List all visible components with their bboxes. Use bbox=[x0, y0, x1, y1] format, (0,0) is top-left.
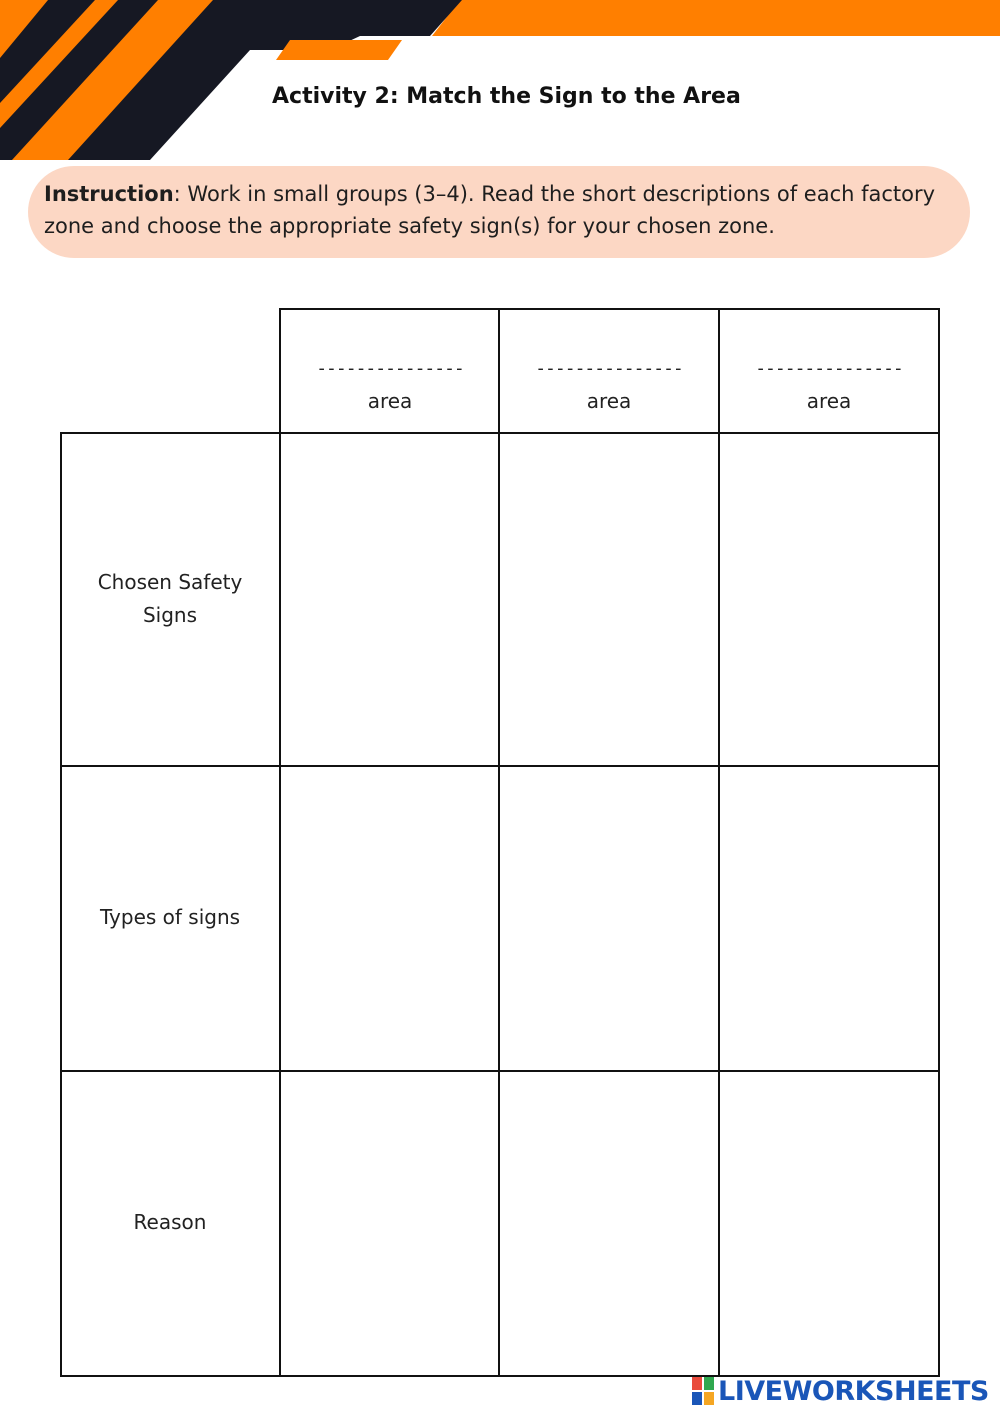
header-stripes-decoration bbox=[0, 0, 1000, 160]
liveworksheets-mark-icon bbox=[692, 1377, 714, 1405]
column-1-blank[interactable]: --------------- bbox=[316, 358, 464, 379]
row-label-types-of-signs: Types of signs bbox=[99, 905, 241, 929]
column-3-blank[interactable]: --------------- bbox=[755, 358, 903, 379]
instruction-label: Instruction bbox=[44, 182, 174, 206]
answer-cell[interactable] bbox=[500, 767, 718, 1070]
answer-cell[interactable] bbox=[720, 434, 938, 765]
column-1-label: area bbox=[367, 389, 413, 413]
row-label-reason: Reason bbox=[133, 1210, 207, 1234]
row-label-chosen-safety-signs: Chosen Safety Signs bbox=[97, 570, 243, 627]
liveworksheets-logo bbox=[692, 1374, 989, 1408]
column-3-label: area bbox=[806, 389, 852, 413]
column-2-label: area bbox=[586, 389, 632, 413]
answer-cell[interactable] bbox=[281, 1072, 498, 1375]
instruction-box bbox=[28, 166, 970, 258]
page-title: Activity 2: Match the Sign to the Area bbox=[272, 84, 741, 109]
table-border-right bbox=[938, 308, 940, 1377]
answer-cell[interactable] bbox=[281, 767, 498, 1070]
table-border-top bbox=[279, 308, 940, 310]
instruction-text: : Work in small groups (3–4). Read the short descriptions of each factory zone and choose the appropriate safety sign(s) for your chosen zone. bbox=[44, 182, 936, 238]
answer-cell[interactable] bbox=[500, 1072, 718, 1375]
answer-cell[interactable] bbox=[500, 434, 718, 765]
answer-cell[interactable] bbox=[281, 434, 498, 765]
liveworksheets-wordmark: LIVEWORKSHEETS bbox=[718, 1375, 989, 1407]
column-2-blank[interactable]: --------------- bbox=[535, 358, 683, 379]
answer-cell[interactable] bbox=[720, 1072, 938, 1375]
answer-cell[interactable] bbox=[720, 767, 938, 1070]
